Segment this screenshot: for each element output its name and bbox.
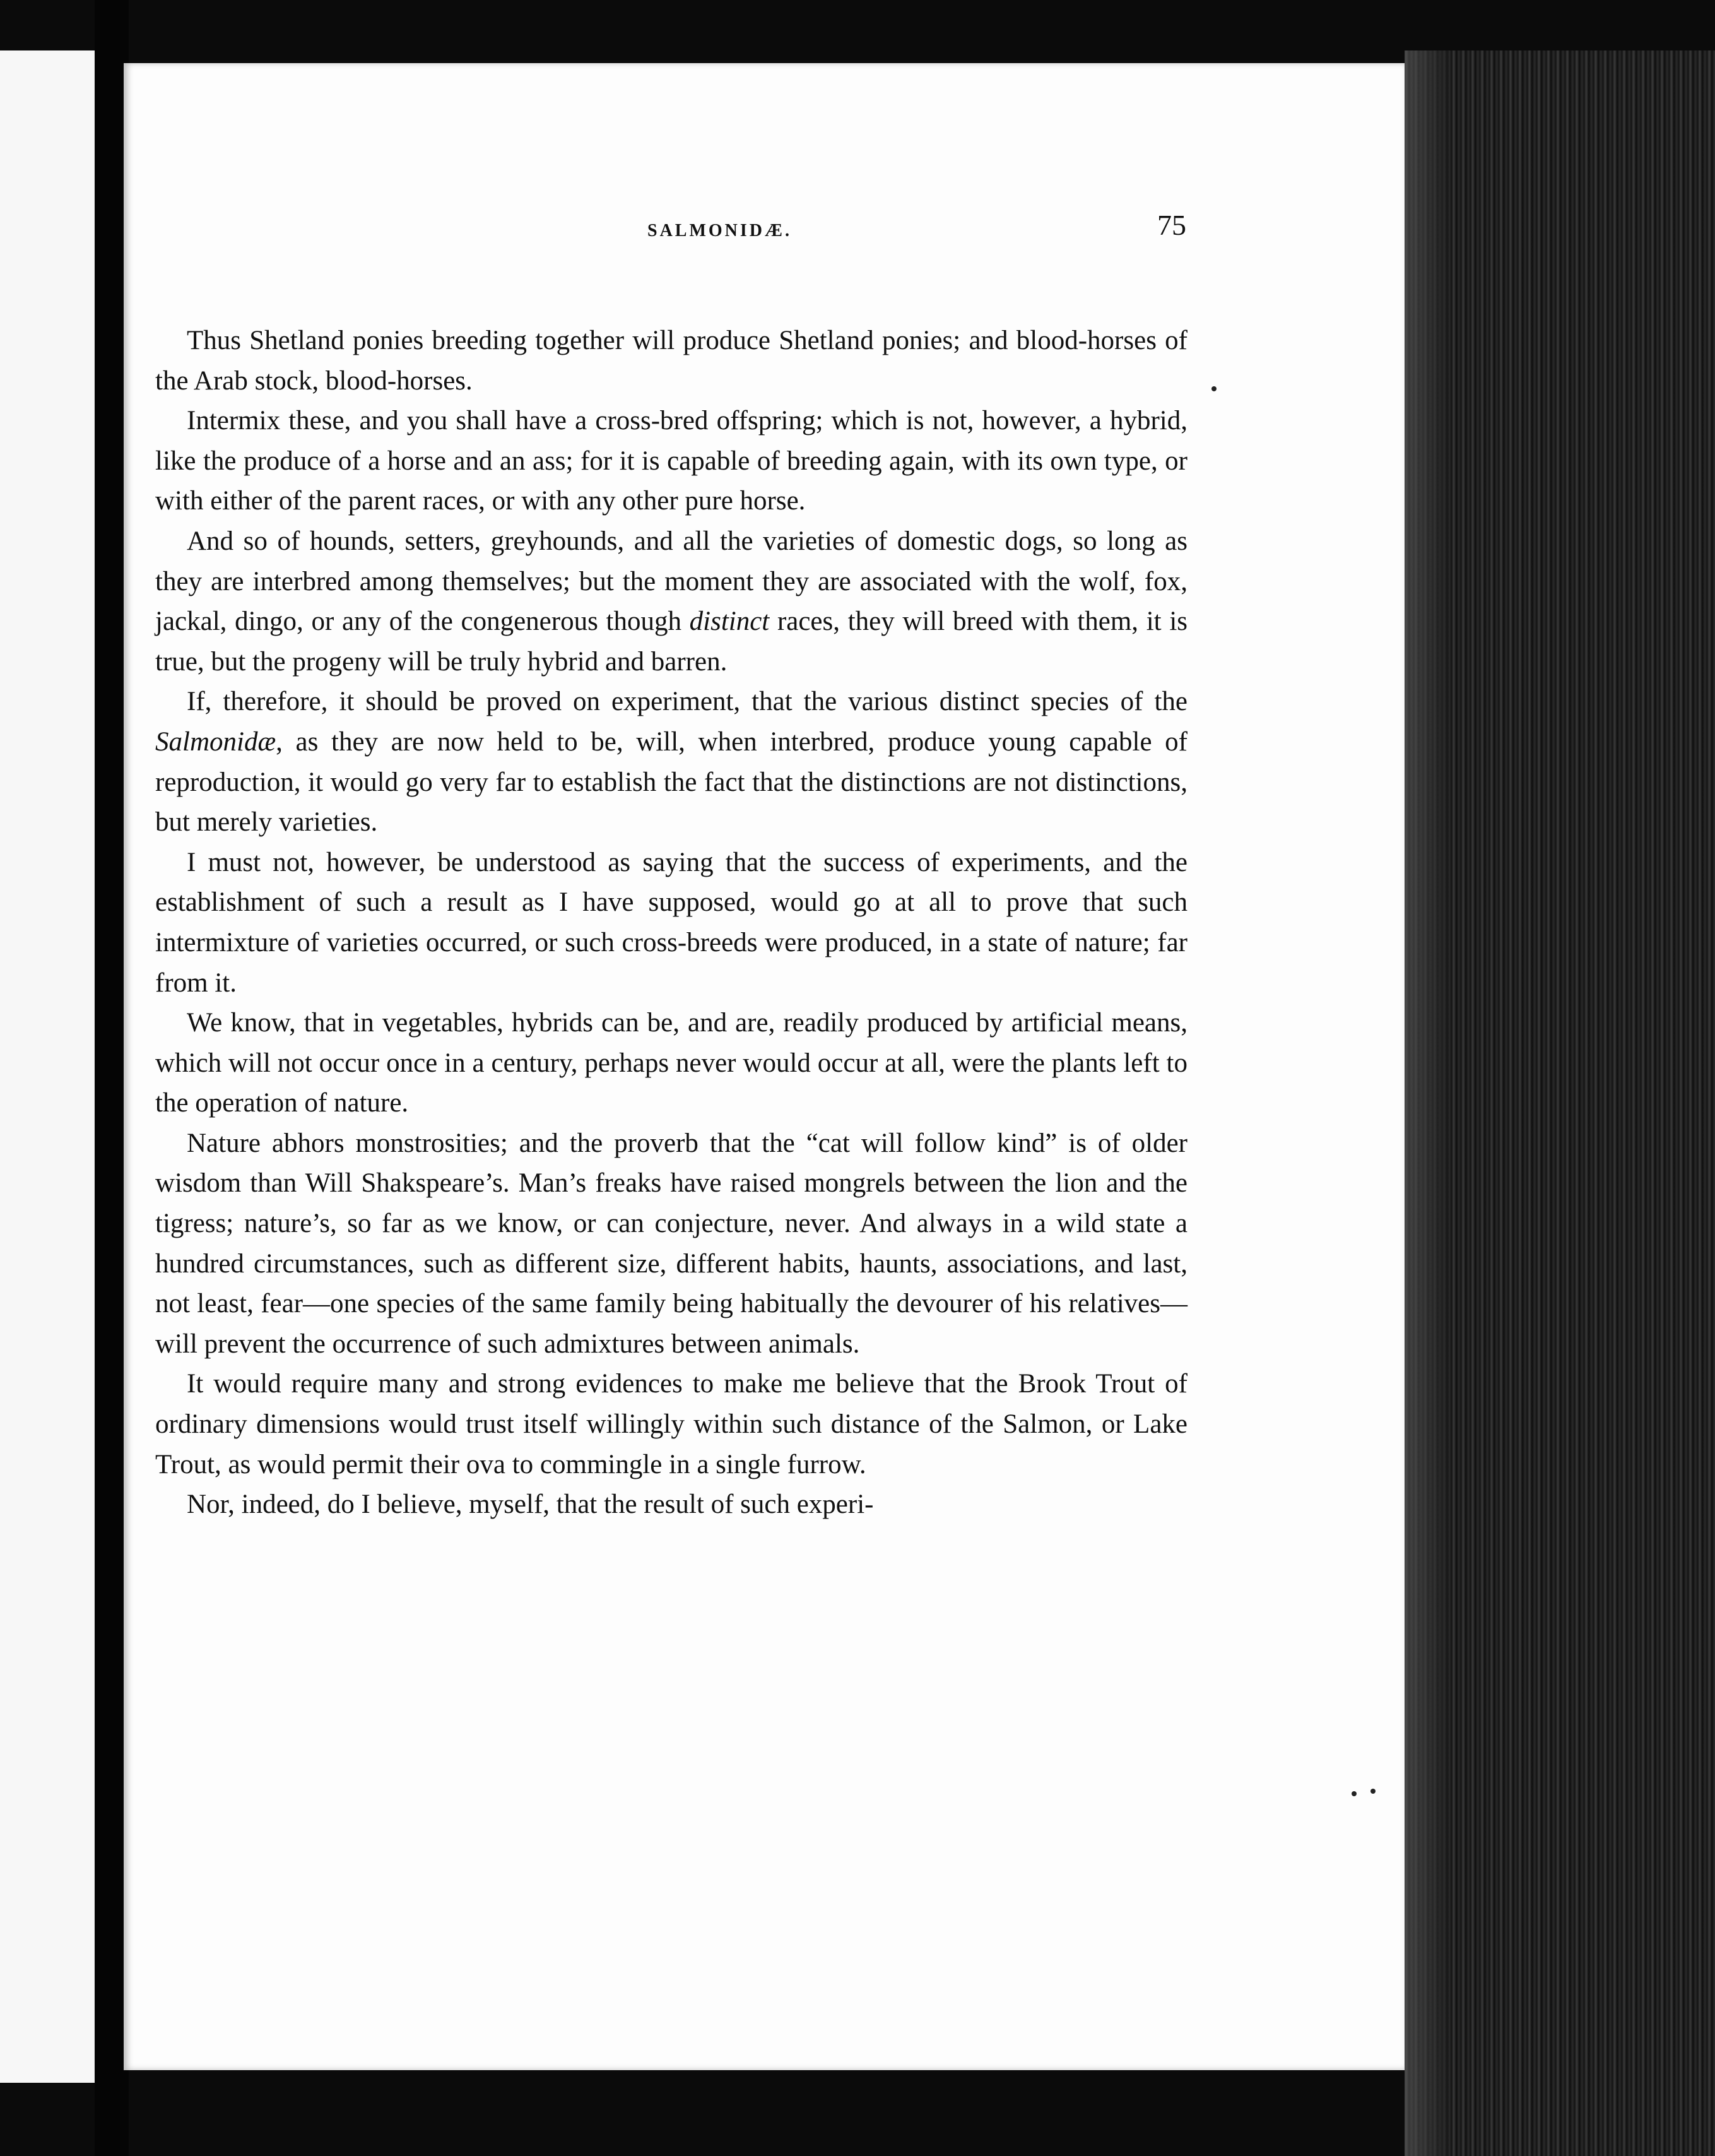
- italic-text: Salmonidæ: [155, 726, 276, 757]
- running-head: SALMONIDÆ.: [647, 221, 793, 240]
- paragraph: [155, 1364, 1188, 1484]
- text-run: , as they are now held to be, will, when interbred, produce young capable of reproduction, it would go very far to establish the fact that the distinctions are not distinctions, but merely varieties.: [155, 726, 1188, 838]
- paragraph: [155, 1003, 1188, 1123]
- speck-mark: [1352, 1791, 1357, 1796]
- speck-mark: [1370, 1789, 1376, 1794]
- text-run: Intermix these, and you shall have a cross-bred offspring; which is not, however, a hybrid, like the produce of a horse and an ass; for it is capable of breeding again, with its own type, or with either of the parent races, or with any other pure horse.: [155, 406, 1188, 516]
- text-run: If, therefore, it should be proved on experiment, that the various distinct species of the: [187, 687, 1188, 717]
- text-run: We know, that in vegetables, hybrids can be, and are, readily produced by artificial means, which will not occur once in a century, perhaps never would occur at all, were the plants left to the operation of nature.: [155, 1008, 1188, 1118]
- page-header: [151, 201, 1186, 258]
- facing-page-edge: [0, 50, 105, 2083]
- body-text: [155, 321, 1188, 1525]
- paragraph: [155, 521, 1188, 682]
- speck-mark: [1211, 386, 1217, 391]
- paragraph: [155, 1123, 1188, 1365]
- paragraph: [155, 682, 1188, 842]
- text-run: Thus Shetland ponies breeding together will produce Shetland ponies; and blood-horses of the Arab stock, blood-horses.: [155, 326, 1188, 396]
- paragraph: [155, 843, 1188, 1003]
- paragraph: [155, 1484, 1188, 1525]
- page-number: 75: [1157, 209, 1186, 241]
- text-run: Nature abhors monstrosities; and the proverb that the “cat will follow kind” is of older wisdom than Will Shakspeare’s. Man’s freaks have raised mongrels between the lion and the tigress; nature’s, so far as we know, or can conjecture, never. And always in a wild state a hundred circumstances, such as different size, different habits, haunts, associations, and last, not least, fear—one species of the same family being habitually the devourer of his relatives—will prevent the occurrence of such admixtures between animals.: [155, 1128, 1188, 1359]
- text-run: It would require many and strong evidences to make me believe that the Brook Trout of ordinary dimensions would trust itself willingly within such distance of the Salmon, or Lake Trout, as would permit their ova to commingle in a single furrow.: [155, 1369, 1188, 1479]
- italic-text: distinct: [689, 607, 770, 637]
- text-run: races, they will breed with them, it is true, but the progeny will be truly hybrid and barren.: [155, 607, 1188, 677]
- text-run: Nor, indeed, do I believe, myself, that the result of such experi-: [187, 1490, 874, 1520]
- text-run: I must not, however, be understood as saying that the success of experiments, and the establishment of such a result as I have supposed, would go at all to prove that such intermixture of varieties occurred, or such cross-breeds were produced, in a state of nature; far from it.: [155, 847, 1188, 998]
- book-page-edges: [1405, 50, 1715, 2156]
- paragraph: [155, 321, 1188, 401]
- paragraph: [155, 401, 1188, 521]
- text-run: And so of hounds, setters, greyhounds, and all the varieties of domestic dogs, so long as they are interbred among themselves; but the moment they are associated with the wolf, fox, jackal, dingo, or any of the congenerous though: [155, 526, 1188, 637]
